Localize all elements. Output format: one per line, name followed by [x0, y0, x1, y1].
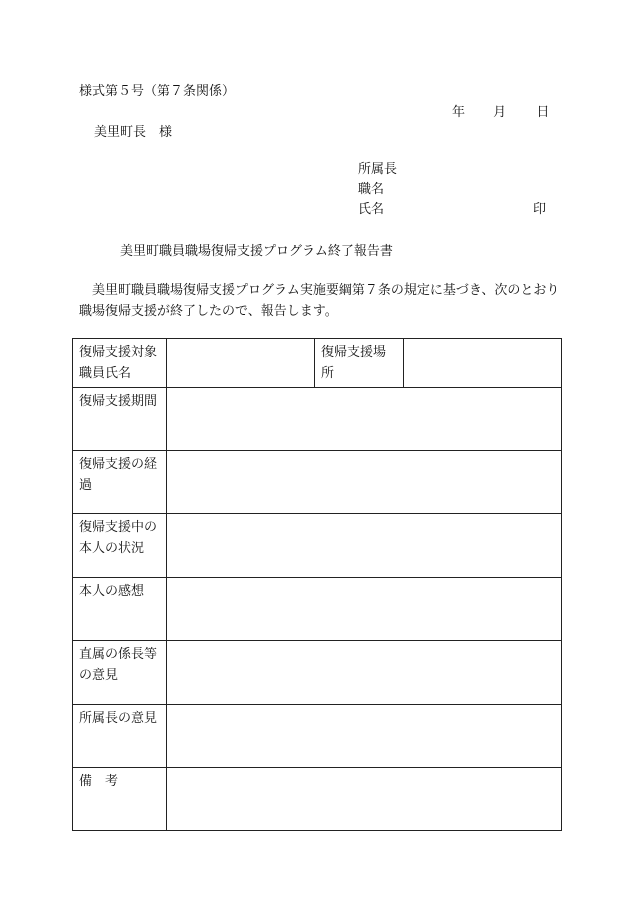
support-period-label: 復帰支援期間	[73, 388, 167, 451]
date-line	[452, 101, 549, 120]
support-progress-field[interactable]	[167, 451, 562, 514]
department-head-opinion-field[interactable]	[167, 705, 562, 768]
date-year: 年	[452, 105, 466, 120]
document-title: 美里町職員職場復帰支援プログラム終了報告書	[120, 244, 393, 259]
remarks-field[interactable]	[167, 768, 562, 831]
employee-name-field[interactable]	[167, 339, 315, 388]
table-row	[73, 641, 562, 705]
employee-name-label: 復帰支援対象職員氏名	[73, 339, 167, 388]
employee-status-label: 復帰支援中の本人の状況	[73, 514, 167, 578]
date-day: 日	[536, 105, 550, 120]
support-place-label: 復帰支援場所	[315, 339, 404, 388]
date-month: 月	[493, 105, 507, 120]
employee-impressions-label: 本人の感想	[73, 578, 167, 641]
sender-affiliation-head: 所属長	[358, 162, 398, 177]
sender-position: 職名	[358, 182, 385, 197]
supervisor-opinion-field[interactable]	[167, 641, 562, 705]
employee-status-field[interactable]	[167, 514, 562, 578]
support-progress-label: 復帰支援の経過	[73, 451, 167, 514]
sender-block	[358, 160, 548, 220]
supervisor-opinion-label: 直属の係長等の意見	[73, 641, 167, 705]
body-text: 美里町職員職場復帰支援プログラム実施要綱第７条の規定に基づき、次のとおり職場復帰支援が終了したので、報告します。	[79, 283, 560, 319]
employee-impressions-field[interactable]	[167, 578, 562, 641]
department-head-opinion-label: 所属長の意見	[73, 705, 167, 768]
sender-name-line	[358, 200, 548, 220]
table-row	[73, 514, 562, 578]
table-row	[73, 339, 562, 388]
support-period-field[interactable]	[167, 388, 562, 451]
form-number: 様式第５号（第７条関係）	[79, 84, 236, 99]
report-table	[72, 338, 562, 831]
table-row	[73, 578, 562, 641]
table-row	[73, 388, 562, 451]
addressee: 美里町長 様	[94, 125, 173, 140]
table-row	[73, 451, 562, 514]
support-place-field[interactable]	[404, 339, 562, 388]
remarks-label: 備 考	[73, 768, 167, 831]
seal-mark: 印	[532, 202, 546, 217]
sender-name-label: 氏名	[358, 202, 385, 217]
table-row	[73, 768, 562, 831]
table-row	[73, 705, 562, 768]
